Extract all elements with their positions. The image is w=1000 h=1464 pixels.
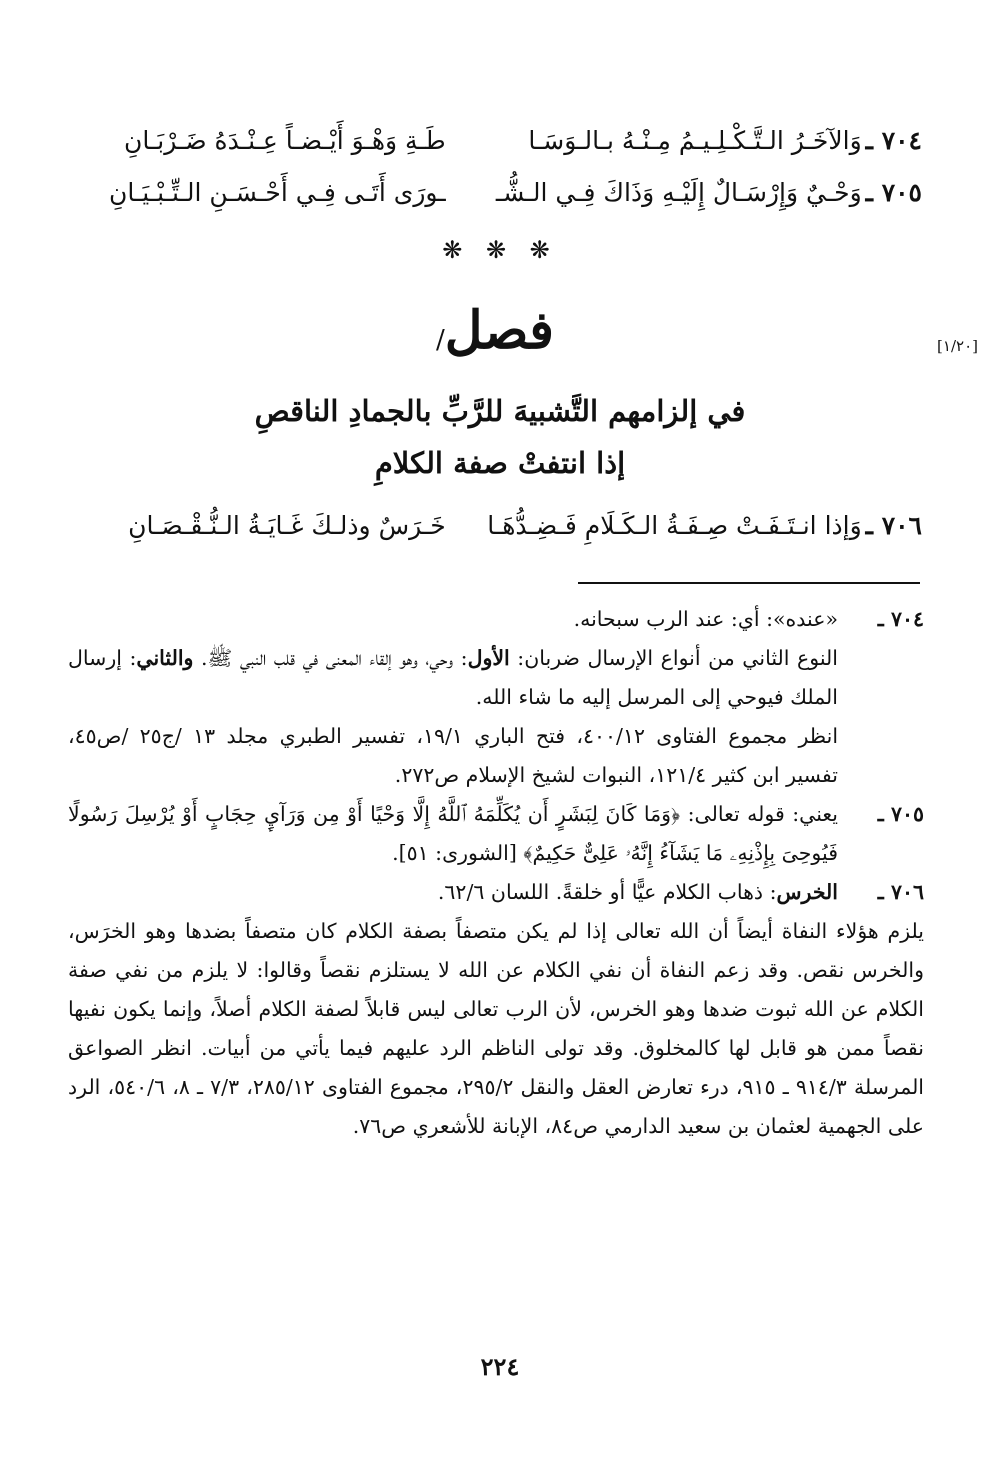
footnotes bbox=[68, 600, 924, 1146]
verse-705 bbox=[72, 170, 922, 214]
section-mark: / bbox=[435, 325, 445, 355]
separator-stars: ❋ ❋ ❋ bbox=[442, 236, 558, 264]
term-label: الخرس bbox=[776, 880, 838, 904]
verse-number: ٧٠٦ ـ bbox=[865, 510, 922, 540]
page-number: ٢٢٤ bbox=[480, 1352, 520, 1381]
footnote-704 bbox=[68, 600, 924, 795]
footnote-commentary bbox=[68, 912, 924, 1146]
section-title bbox=[400, 300, 590, 361]
footnote-paragraph: النوع الثاني من أنواع الإرسال ضربان: الأول: وحي، وهو إلقاء المعنى في قلب النبي ﷺ. والثاني: إرسال الملك فيوحي إلى المرسل إليه ما شاء الله. bbox=[68, 646, 838, 709]
footnote-number: ٧٠٤ ـ bbox=[877, 607, 924, 631]
first-hemistich: وَإذا انـتَـفَـتْ صِـفَـةُ الـكَـلَامِ فَـضِـدُّهَـا bbox=[487, 510, 862, 540]
footnote-line: «عنده»: أي: عند الرب سبحانه. bbox=[573, 607, 838, 631]
footnote-text: يعني: قوله تعالى: ﴿وَمَا كَانَ لِبَشَرٍ أَن يُكَلِّمَهُ ٱللَّهُ إِلَّا وَحْيًا أَوْ مِن وَرَآيِٕ حِجَابٍ أَوْ يُرْسِلَ رَسُولًا فَيُوحِىَ بِإِذْنِهِۦ مَا يَشَآءُ إِنَّهُۥ عَلِىٌّ حَكِيمٌ﴾ [الشورى: ٥١]. bbox=[68, 802, 838, 865]
second-hemistich: ـورَى أَتَـى فِـي أَحْـسَـنِ الـتِّـبْـيَـانِ bbox=[108, 177, 446, 207]
footnote-706 bbox=[68, 873, 924, 912]
second-label: والثاني bbox=[136, 646, 194, 670]
verse-number: ٧٠٥ ـ bbox=[865, 177, 922, 207]
chapter-heading-line1: في إلزامهم التَّشبيهَ للرَّبِّ بالجمادِ الناقصِ bbox=[254, 394, 746, 428]
first-hemistich: وَحْـيٌ وَإِرْسَـالٌ إِلَيْـهِ وَذَاكَ فِـي الـشُّـ bbox=[495, 177, 862, 207]
footnote-number: ٧٠٥ ـ bbox=[877, 802, 924, 826]
first-label: الأول bbox=[467, 646, 510, 670]
second-hemistich: خَـرَسٌ وذلـكَ غَـايَـةُ الـنُّـقْـصَـانِ bbox=[128, 510, 446, 540]
first-hemistich: وَالآخَـرُ الـتَّـكْـلِـيـمُ مِـنْـهُ بـالـوَسَـا bbox=[528, 125, 862, 155]
margin-page-reference: [١/٢٠] bbox=[937, 337, 978, 355]
footnote-references: انظر مجموع الفتاوى ٤٠٠/١٢، فتح الباري ١٩/١، تفسير الطبري مجلد ١٣ /ج٢٥ /ص٤٥، تفسير ابن كثير ١٢١/٤، النبوات لشيخ الإسلام ص٢٧٢. bbox=[68, 724, 839, 787]
footnote-705 bbox=[68, 795, 924, 873]
chapter-heading-line2: إذا انتفتْ صفة الكلامِ bbox=[374, 446, 626, 480]
verse-706 bbox=[72, 503, 922, 547]
footnote-divider bbox=[578, 582, 920, 584]
footnote-number: ٧٠٦ ـ bbox=[877, 880, 924, 904]
verse-number: ٧٠٤ ـ bbox=[865, 125, 922, 155]
footnote-text: الخرس: ذهاب الكلام عيًّا أو خلقةً. اللسان ٦٢/٦. bbox=[437, 880, 838, 904]
section-word: فصل bbox=[444, 300, 555, 361]
verse-704 bbox=[72, 118, 922, 162]
commentary-text: يلزم هؤلاء النفاة أيضاً أن الله تعالى إذا لم يكن متصفاً بصفة الكلام كان متصفاً بضدها وهو الخرَس، والخرس نقص. وقد زعم النفاة أن نفي الكلام عن الله لا يستلزم نقصاً وقالوا: لا يلزم من نفي صفة الكلام عن الله ثبوت ضدها وهو الخرس، لأن الرب تعالى ليس قابلاً لصفة الكلام أصلاً، وإنما يكون نفيها نقصاً ممن هو قابل لها كالمخلوق. وقد تولى الناظم الرد عليهم فيما يأتي من أبيات. انظر الصواعق المرسلة ٩١٤/٣ ـ ٩١٥، درء تعارض العقل والنقل ٢٩٥/٢، مجموع الفتاوى ٢٨٥/١٢، ٧/٣ ـ ٨، ٥٤٠/٦، الرد على الجهمية لعثمان بن سعيد الدارمي ص٨٤، الإبانة للأشعري ص٧٦. bbox=[68, 919, 925, 1138]
second-hemistich: طَـةِ وَهْـوَ أَيْـضـاً عِـنْـدَهُ ضَـرْبَـانِ bbox=[123, 125, 446, 155]
